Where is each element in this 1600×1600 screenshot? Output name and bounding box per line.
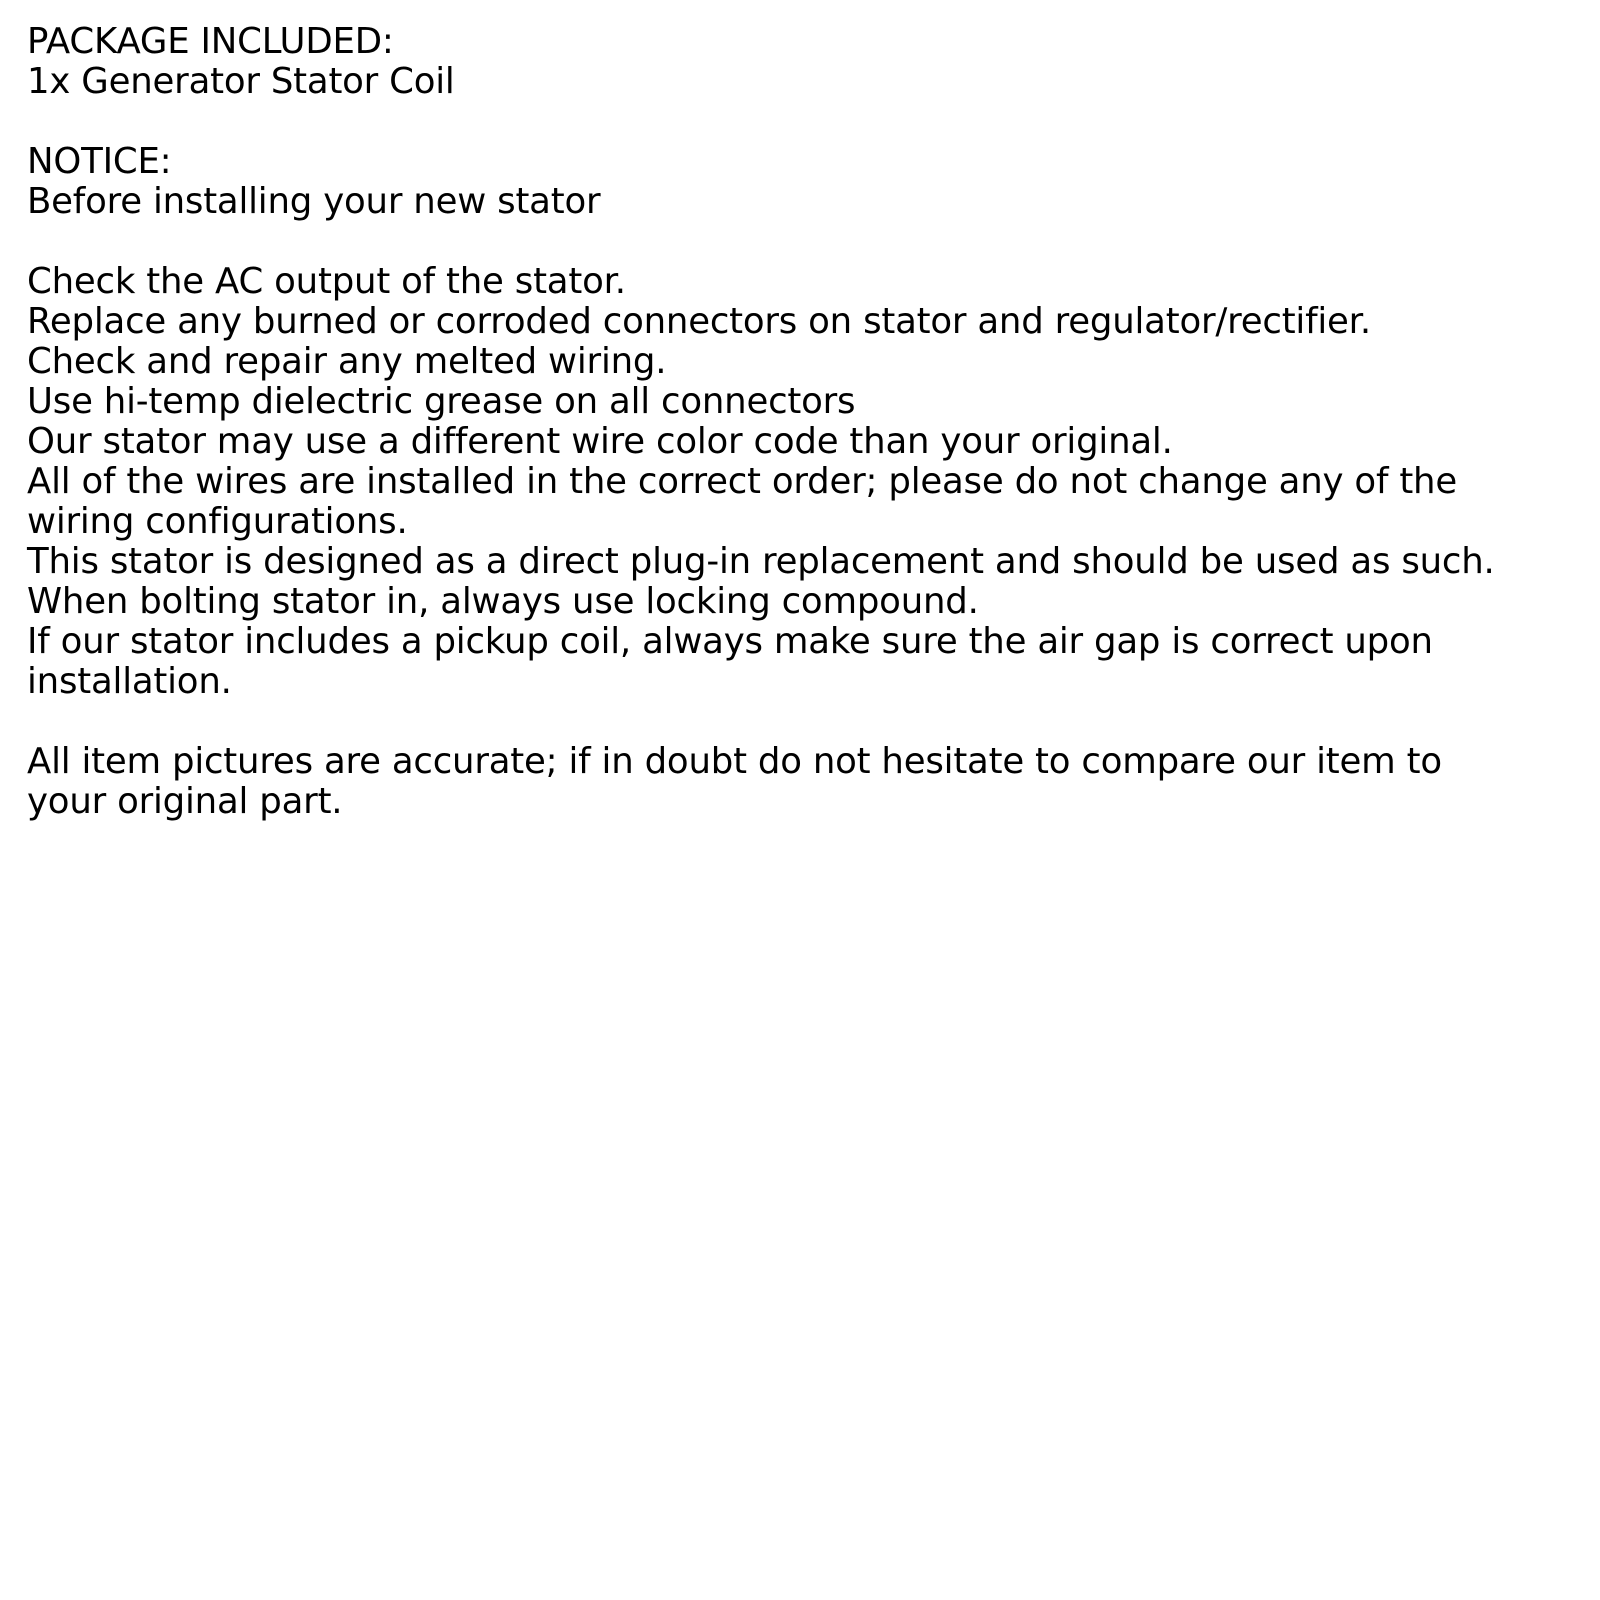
spacer — [27, 702, 1587, 742]
instruction-line: If our stator includes a pickup coil, always make sure the air gap is correct upon — [27, 621, 1433, 662]
instruction-line: Use hi-temp dielectric grease on all connectors — [27, 381, 856, 422]
package-included-heading: PACKAGE INCLUDED: — [27, 21, 394, 62]
notice-intro: Before installing your new stator — [27, 181, 601, 222]
disclaimer-line: your original part. — [27, 781, 343, 822]
product-notice-document — [27, 22, 1587, 822]
disclaimer-line: All item pictures are accurate; if in doubt do not hesitate to compare our item to — [27, 741, 1442, 782]
instruction-line: Replace any burned or corroded connectors on stator and regulator/rectifier. — [27, 301, 1371, 342]
package-included-section — [27, 22, 1587, 102]
instruction-line: wiring configurations. — [27, 501, 408, 542]
spacer — [27, 102, 1587, 142]
instruction-line: This stator is designed as a direct plug-in replacement and should be used as such. — [27, 541, 1495, 582]
instruction-line: When bolting stator in, always use locking compound. — [27, 581, 979, 622]
instructions-list — [27, 262, 1587, 702]
instruction-line: All of the wires are installed in the correct order; please do not change any of the — [27, 461, 1457, 502]
notice-section — [27, 142, 1587, 222]
spacer — [27, 222, 1587, 262]
instruction-line: Check and repair any melted wiring. — [27, 341, 667, 382]
instruction-line: installation. — [27, 661, 232, 702]
disclaimer-section — [27, 742, 1587, 822]
instruction-line: Check the AC output of the stator. — [27, 261, 626, 302]
notice-heading: NOTICE: — [27, 141, 172, 182]
package-item: 1x Generator Stator Coil — [27, 61, 455, 102]
instruction-line: Our stator may use a different wire color code than your original. — [27, 421, 1173, 462]
